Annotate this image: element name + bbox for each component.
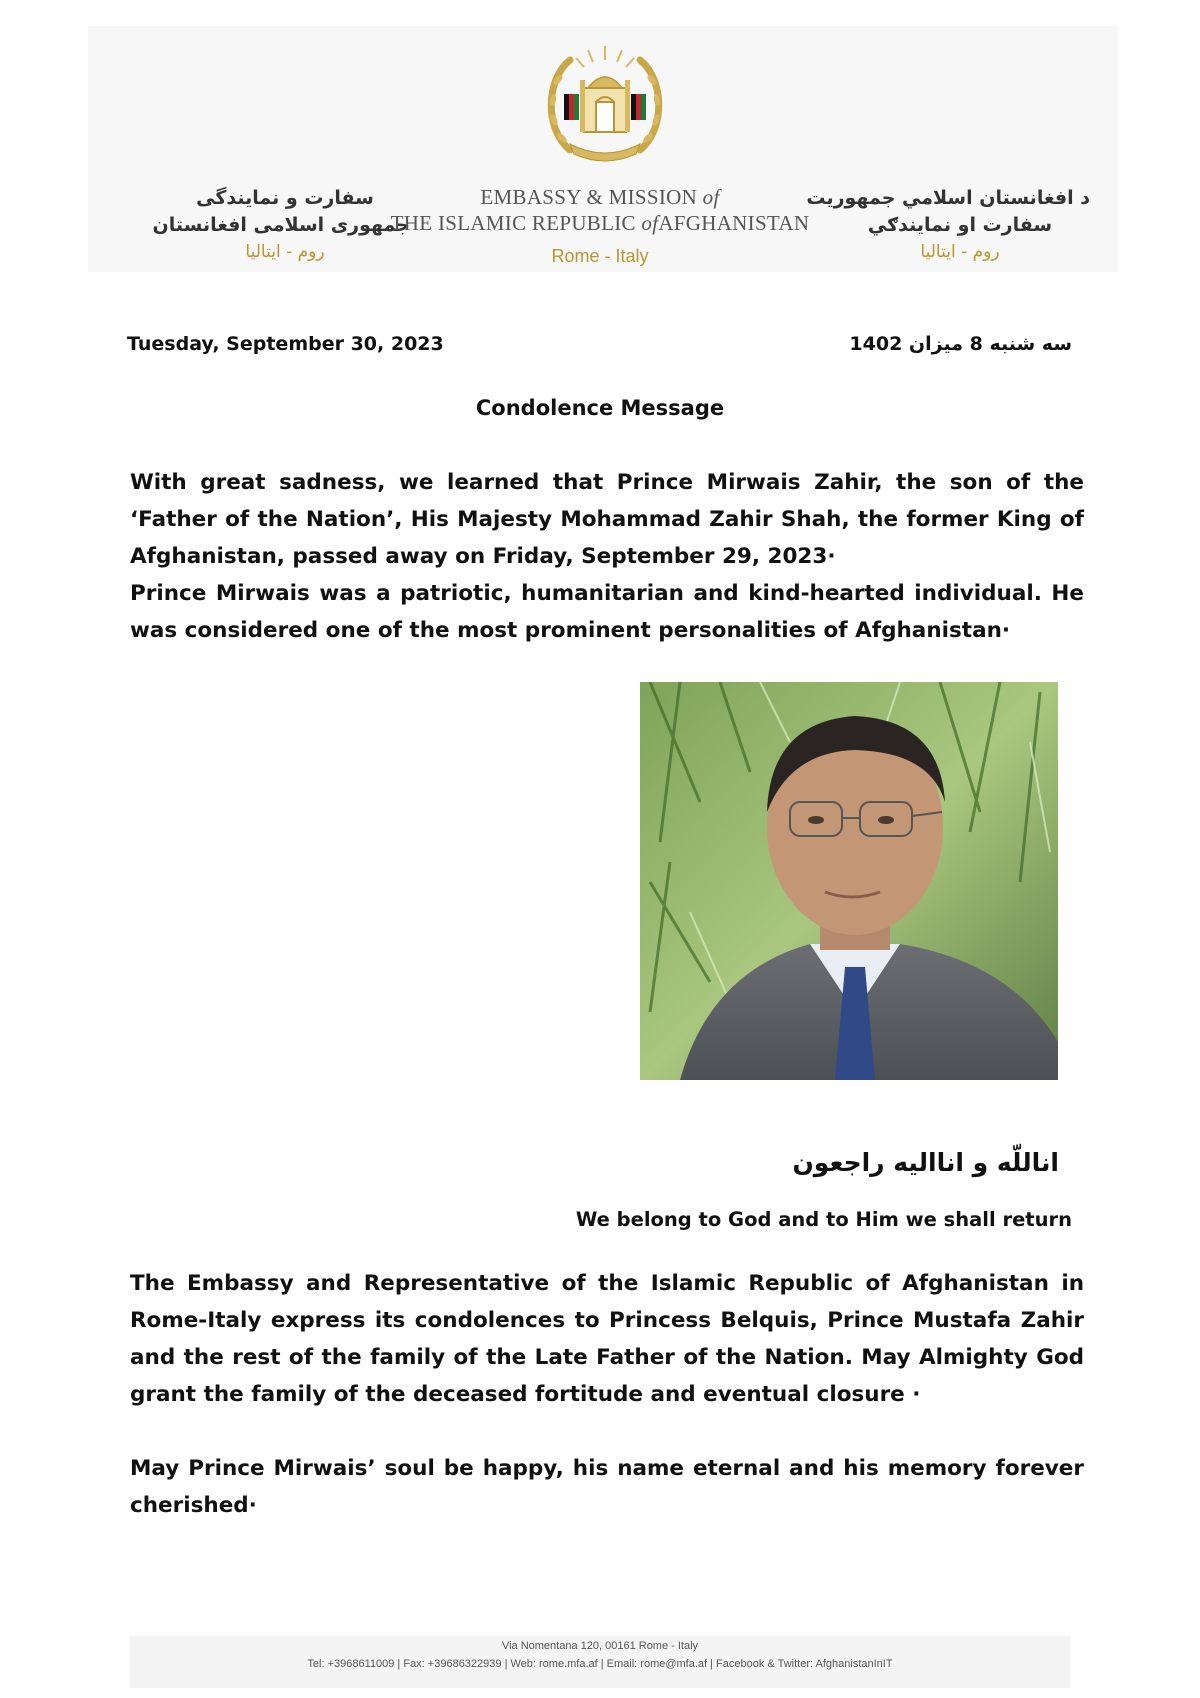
header-center-line2: THE ISLAMIC REPUBLIC ofAFGHANISTAN (390, 211, 810, 235)
portrait-photo (640, 682, 1058, 1080)
header-right-line2: سفارت او نمایندګي (867, 214, 1053, 236)
header-right-city: روم - ایتالیا (920, 242, 1000, 262)
date-gregorian: Tuesday, September 30, 2023 (127, 333, 444, 355)
date-solar-hijri: سه شنبه 8 میزان 1402 (849, 333, 1072, 355)
paragraph-closing: May Prince Mirwais’ soul be happy, his name eternal and his memory forever cherished· (130, 1456, 1084, 1518)
document-title: Condolence Message (475, 396, 725, 420)
header-left-line2: جمهوری اسلامی افغانستان (152, 214, 410, 236)
quranic-verse: اناللّه و انااليه راجعون (792, 1148, 1059, 1177)
header-left-line1: سفارت و نمایندگی (196, 187, 374, 209)
emblem-icon (540, 40, 670, 170)
paragraph-announcement: With great sadness, we learned that Prince Mirwais Zahir, the son of the ‘Father of the Nation’, His Majesty Mohammad Zahir Shah, the former King of Afghanistan, passed away on Friday, September 29, 2023· (130, 470, 1084, 569)
verse-translation: We belong to God and to Him we shall return (575, 1208, 1072, 1231)
header-left-city: روم - ایتالیا (245, 242, 325, 262)
footer-address: Via Nomentana 120, 00161 Rome - Italy (501, 1640, 699, 1652)
header-center-line1: EMBASSY & MISSION of (480, 185, 720, 209)
header-center-city: Rome - Italy (551, 246, 649, 266)
header-left-dari (152, 185, 410, 265)
paragraph-condolences: The Embassy and Representative of the Islamic Republic of Afghanistan in Rome-Italy express its condolences to Princess Belquis, Prince Mustafa Zahir and the rest of the family of the Late Father of the Nation. May Almighty God grant the family of the deceased fortitude and eventual closure · (130, 1271, 1084, 1407)
footer-contacts: Tel: +3968611009 | Fax: +39686322939 | Web: rome.mfa.af | Email: rome@mfa.af | Facebook & Twitter: AfghanistanInIT (307, 1658, 893, 1670)
paragraph-tribute: Prince Mirwais was a patriotic, humanitarian and kind-hearted individual. He was considered one of the most prominent personalities of Afghanistan· (130, 581, 1084, 643)
header-center-english (380, 184, 820, 267)
header-right-line1: د افغانستان اسلامي جمهوريت (806, 187, 1090, 209)
header-right-pashto (806, 185, 1090, 265)
